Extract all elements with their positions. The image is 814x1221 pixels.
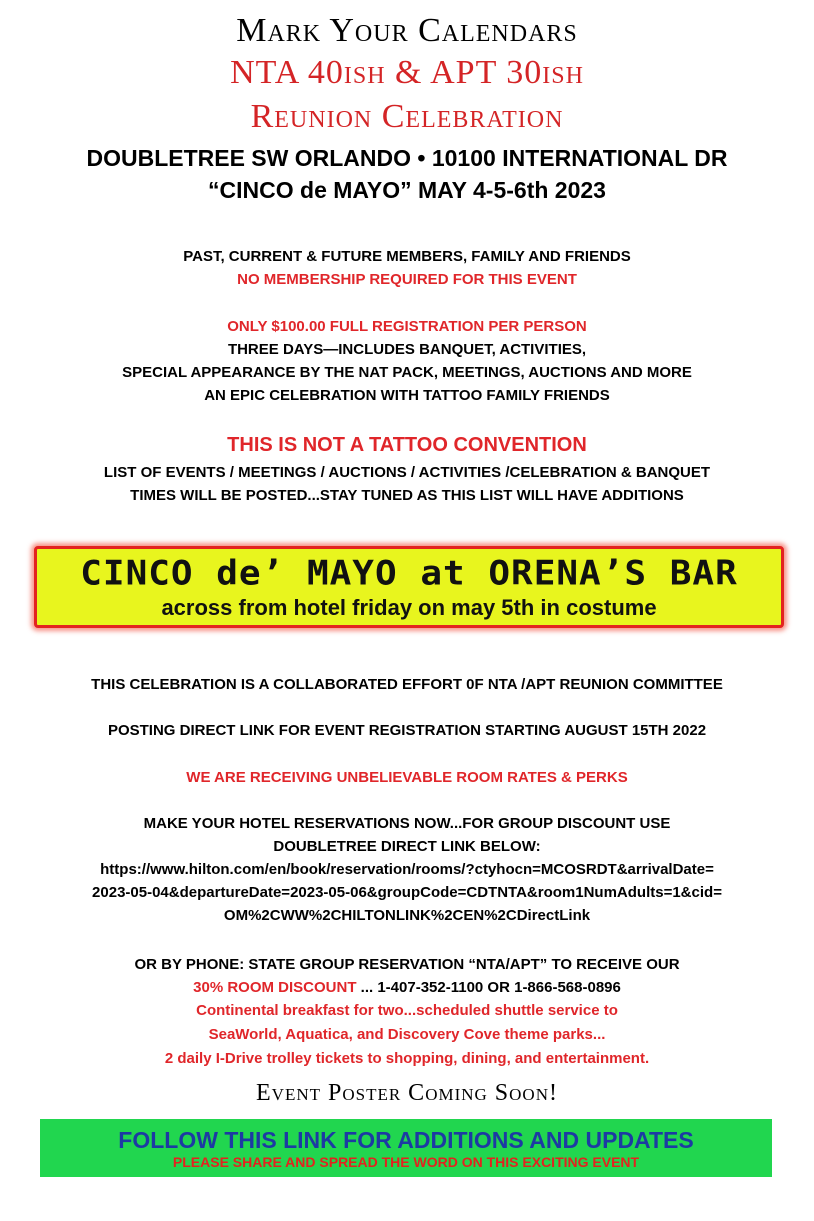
follow-link-box[interactable] bbox=[40, 1119, 772, 1177]
no-membership-note: NO MEMBERSHIP REQUIRED FOR THIS EVENT bbox=[237, 271, 577, 288]
cinco-de-mayo-banner bbox=[34, 546, 784, 628]
event-name: NTA 40ish & APT 30ish bbox=[230, 54, 584, 91]
follow-link-title[interactable]: FOLLOW THIS LINK FOR ADDITIONS AND UPDATES bbox=[118, 1127, 694, 1153]
reservation-link[interactable]: 2023-05-04&departureDate=2023-05-06&groupCode=CDTNTA&room1NumAdults=1&cid= bbox=[92, 884, 722, 901]
hotel-address: DOUBLETREE SW ORLANDO • 10100 INTERNATIONAL DR bbox=[86, 145, 728, 171]
event-dates: “CINCO de MAYO” MAY 4-5-6th 2023 bbox=[208, 177, 606, 203]
poster-announcement: Event Poster Coming Soon! bbox=[256, 1080, 558, 1106]
room-discount: 30% ROOM DISCOUNT bbox=[193, 979, 357, 996]
reservation-link[interactable]: https://www.hilton.com/en/book/reservation/rooms/?ctyhocn=MCOSRDT&arrivalDate= bbox=[100, 861, 714, 878]
reservations-line: DOUBLETREE DIRECT LINK BELOW: bbox=[273, 838, 541, 855]
reservation-link[interactable]: OM%2CWW%2CHILTONLINK%2CEN%2CDirectLink bbox=[223, 907, 591, 924]
perk-item: SeaWorld, Aquatica, and Discovery Cove theme parks... bbox=[208, 1026, 606, 1043]
rates-note: WE ARE RECEIVING UNBELIEVABLE ROOM RATES & PERKS bbox=[186, 769, 628, 786]
registration-price: ONLY $100.00 FULL REGISTRATION PER PERSON bbox=[227, 318, 587, 335]
phone-line: OR BY PHONE: STATE GROUP RESERVATION “NTA/APT” TO RECEIVE OUR bbox=[134, 956, 680, 973]
registration-section bbox=[0, 315, 814, 407]
banner-subtitle: across from hotel friday on may 5th in costume bbox=[161, 595, 657, 620]
header-title: Mark Your Calendars bbox=[236, 12, 578, 49]
perks-list bbox=[0, 999, 814, 1071]
events-line: TIMES WILL BE POSTED...STAY TUNED AS THIS LIST WILL HAVE ADDITIONS bbox=[130, 487, 684, 504]
members-section bbox=[0, 245, 814, 291]
phone-section bbox=[0, 953, 814, 1071]
posting-note: POSTING DIRECT LINK FOR EVENT REGISTRATION STARTING AUGUST 15TH 2022 bbox=[107, 722, 707, 739]
perk-item: Continental breakfast for two...scheduled shuttle service to bbox=[196, 1002, 618, 1019]
phone-numbers-line bbox=[0, 976, 814, 999]
registration-line: THREE DAYS—INCLUDES BANQUET, ACTIVITIES, bbox=[227, 341, 587, 358]
reservations-section bbox=[0, 812, 814, 927]
phone-numbers: ... 1-407-352-1100 OR 1-866-568-0896 bbox=[356, 979, 621, 996]
reservations-line: MAKE YOUR HOTEL RESERVATIONS NOW...FOR GROUP DISCOUNT USE bbox=[143, 815, 671, 832]
follow-link-subtitle: PLEASE SHARE AND SPREAD THE WORD ON THIS EXCITING EVENT bbox=[172, 1154, 640, 1170]
perk-item: 2 daily I-Drive trolley tickets to shopping, dining, and entertainment. bbox=[164, 1050, 650, 1067]
event-subtitle: Reunion Celebration bbox=[250, 98, 564, 135]
events-section bbox=[0, 461, 814, 507]
registration-line: SPECIAL APPEARANCE BY THE NAT PACK, MEETINGS, AUCTIONS AND MORE bbox=[122, 364, 692, 381]
events-line: LIST OF EVENTS / MEETINGS / AUCTIONS / ACTIVITIES /CELEBRATION & BANQUET bbox=[103, 464, 711, 481]
members-line: PAST, CURRENT & FUTURE MEMBERS, FAMILY AND FRIENDS bbox=[183, 248, 631, 265]
registration-line: AN EPIC CELEBRATION WITH TATTOO FAMILY FRIENDS bbox=[204, 387, 610, 404]
banner-title: CINCO de’ MAYO at ORENA’S BAR bbox=[80, 554, 738, 593]
collab-note: THIS CELEBRATION IS A COLLABORATED EFFORT 0F NTA /APT REUNION COMMITTEE bbox=[91, 676, 723, 693]
not-convention-notice: THIS IS NOT A TATTOO CONVENTION bbox=[227, 434, 587, 456]
